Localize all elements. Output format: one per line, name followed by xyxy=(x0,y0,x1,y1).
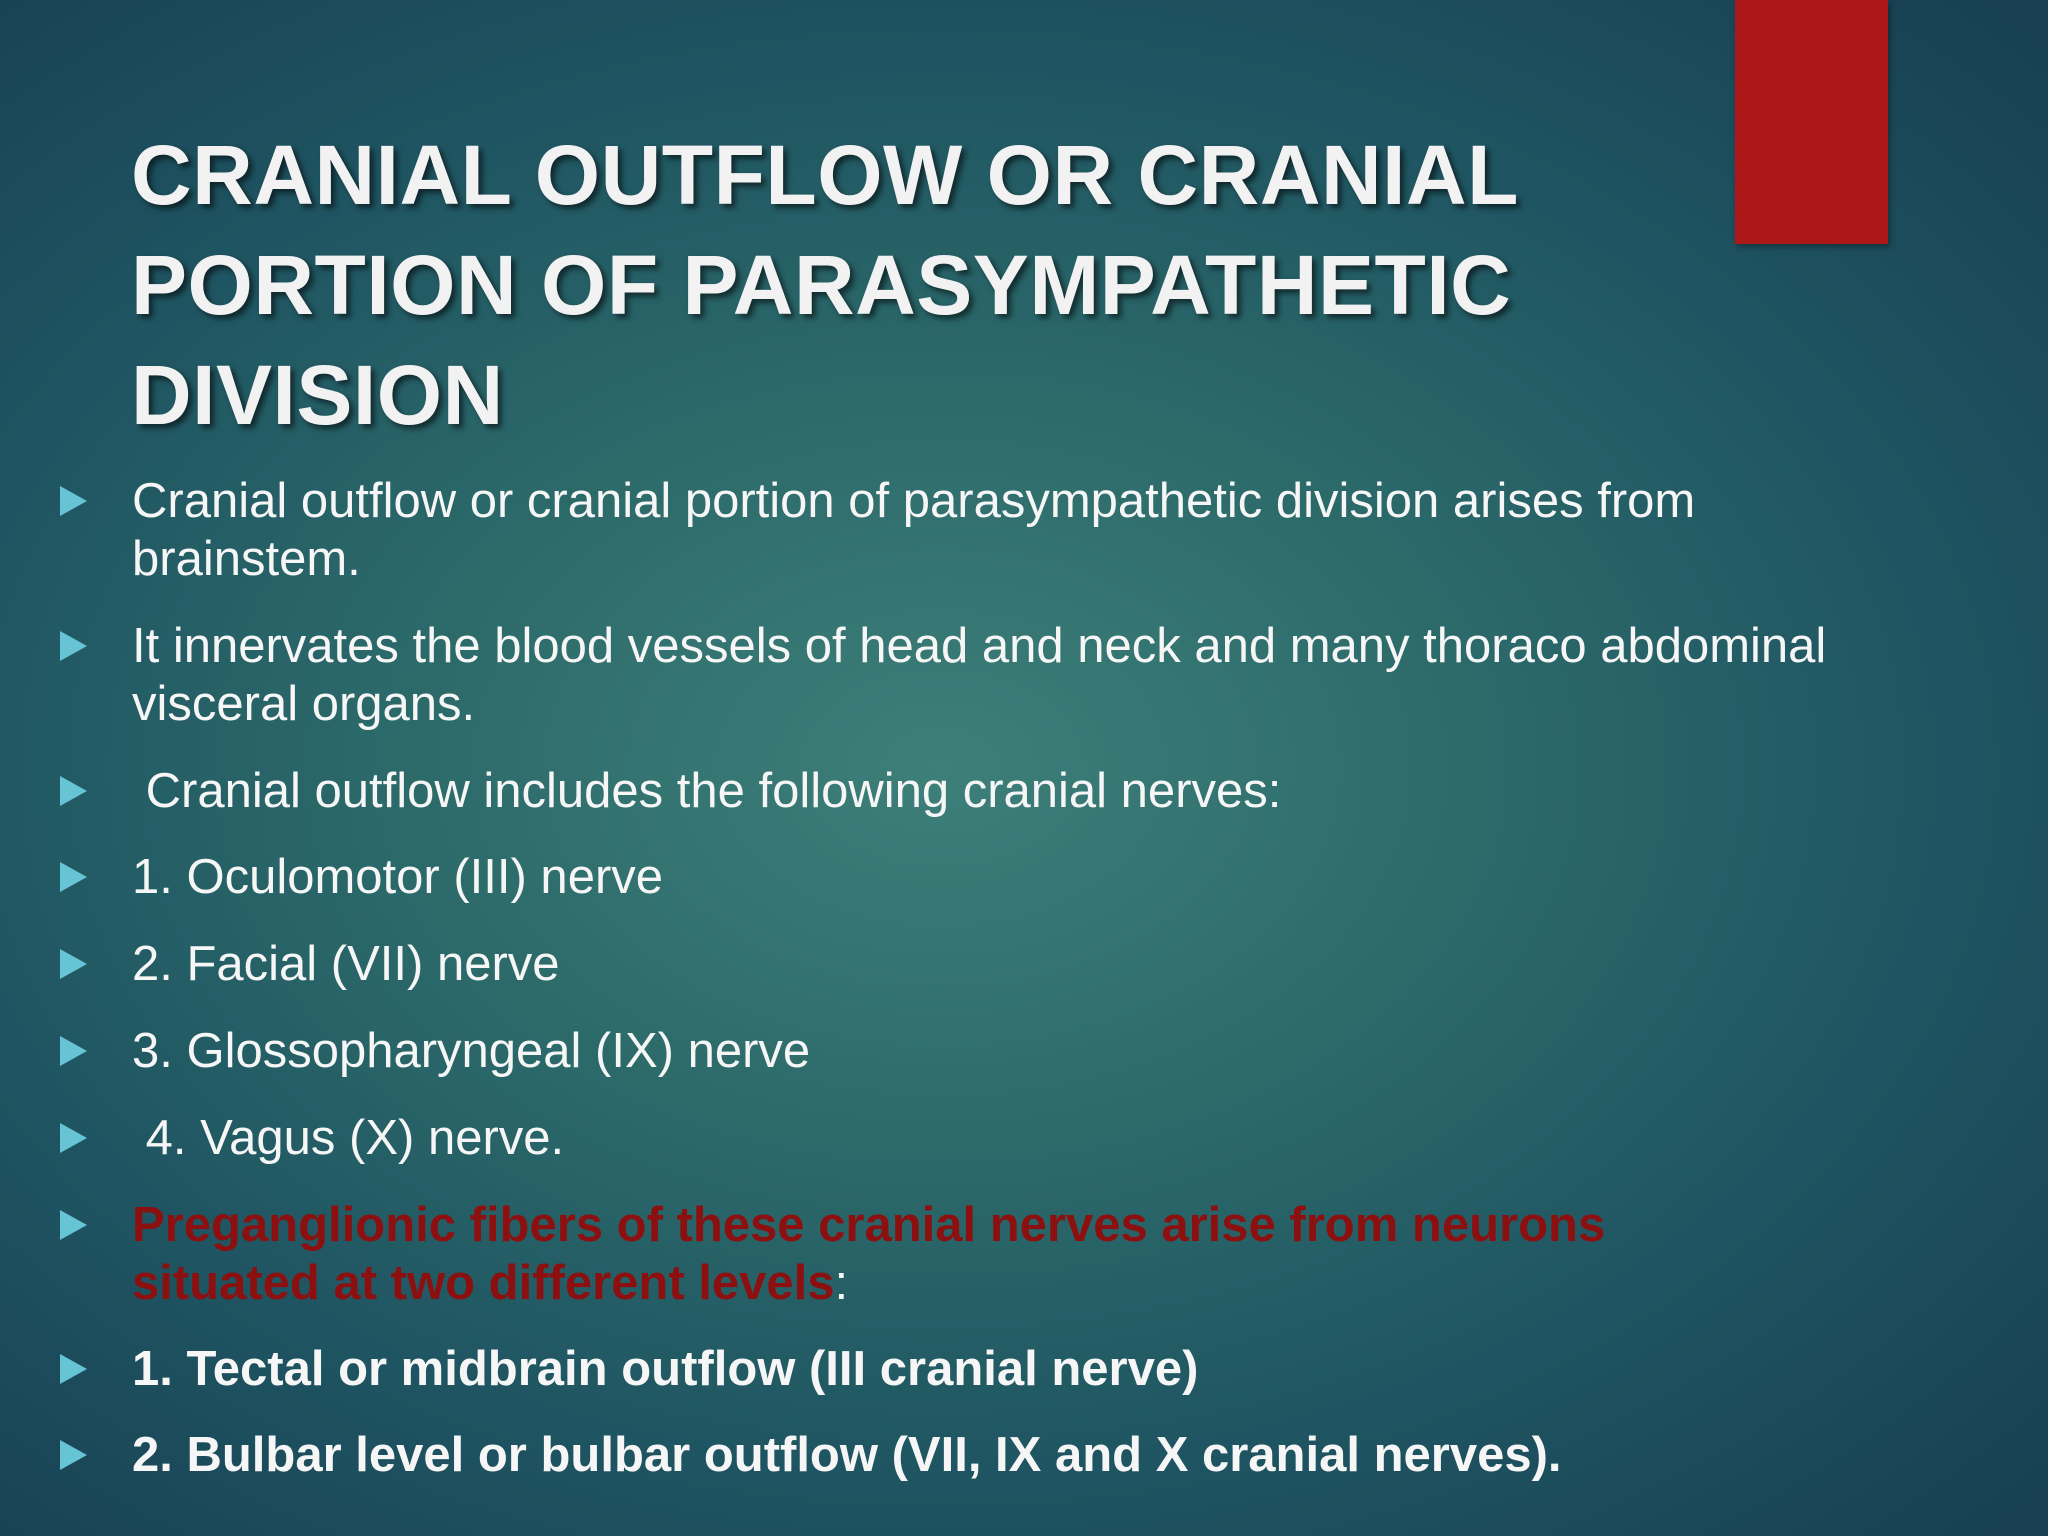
triangle-bullet-icon xyxy=(60,1440,87,1470)
bullet-text: 2. Bulbar level or bulbar outflow (VII, IX and X cranial nerves). xyxy=(132,1428,1562,1482)
bullet-text: It innervates the blood vessels of head and neck and many thoraco abdominal visceral organs. xyxy=(132,619,1827,731)
triangle-bullet-icon xyxy=(60,862,87,892)
triangle-bullet-icon xyxy=(60,486,87,516)
bullet-text: 1. Oculomotor (III) nerve xyxy=(132,850,664,904)
bullet-text: Cranial outflow includes the following cranial nerves: xyxy=(132,764,1282,818)
bullet-text: Cranial outflow or cranial portion of parasympathetic division arises from brainstem. xyxy=(132,474,1696,586)
triangle-bullet-icon xyxy=(60,1210,87,1240)
triangle-bullet-icon xyxy=(60,1354,87,1384)
triangle-bullet-icon xyxy=(60,776,87,806)
highlighted-text: Preganglionic fibers of these cranial nerves arise from neurons situated at two different levels xyxy=(132,1198,1606,1310)
triangle-bullet-icon xyxy=(60,631,87,661)
bullet-text: 2. Facial (VII) nerve xyxy=(132,937,560,991)
triangle-bullet-icon xyxy=(60,949,87,979)
triangle-bullet-icon xyxy=(60,1123,87,1153)
bullet-text: 1. Tectal or midbrain outflow (III cranial nerve) xyxy=(132,1342,1199,1396)
bullet-text: 4. Vagus (X) nerve. xyxy=(132,1111,565,1165)
bullet-text: 3. Glossopharyngeal (IX) nerve xyxy=(132,1024,811,1078)
triangle-bullet-icon xyxy=(60,1036,87,1066)
highlighted-bullet-text xyxy=(132,1196,1792,1312)
slide-title: CRANIAL OUTFLOW OR CRANIAL PORTION OF PARASYMPATHETIC DIVISION xyxy=(131,128,1518,442)
colon-suffix: : xyxy=(834,1256,849,1310)
